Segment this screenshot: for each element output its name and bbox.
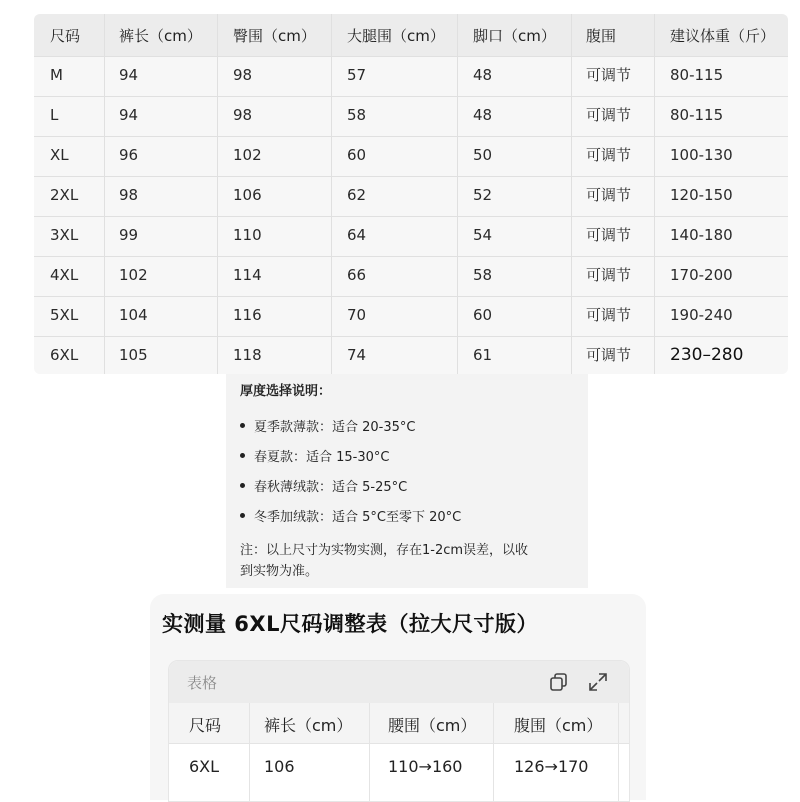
table-cell: 98 bbox=[233, 106, 253, 124]
table-cell: 170-200 bbox=[670, 266, 733, 284]
adjust-table-toolbar bbox=[169, 661, 629, 703]
copy-icon[interactable] bbox=[548, 671, 570, 693]
table-cell: 60 bbox=[473, 306, 493, 324]
header-cell: 脚口（cm） bbox=[473, 27, 556, 45]
header-cell: 裤长（cm） bbox=[119, 27, 202, 45]
table-cell: 6XL bbox=[50, 346, 79, 364]
table-cell: 48 bbox=[473, 106, 493, 124]
header-cell: 尺码 bbox=[189, 716, 222, 735]
table-cell: 可调节 bbox=[586, 106, 632, 124]
table-cell: 94 bbox=[119, 66, 139, 84]
thickness-item: 夏季款薄款：适合 20-35°C bbox=[240, 416, 416, 435]
row-divider bbox=[34, 216, 788, 217]
table-cell: 66 bbox=[347, 266, 367, 284]
table-cell: 104 bbox=[119, 306, 148, 324]
column-divider bbox=[331, 14, 332, 374]
table-cell: 60 bbox=[347, 146, 367, 164]
table-cell: 98 bbox=[119, 186, 139, 204]
column-divider bbox=[104, 14, 105, 374]
table-cell: M bbox=[50, 66, 63, 84]
column-divider bbox=[217, 14, 218, 374]
bullet-icon bbox=[240, 483, 245, 488]
column-divider bbox=[493, 703, 494, 801]
row-divider bbox=[34, 176, 788, 177]
table-cell: 2XL bbox=[50, 186, 79, 204]
table-cell: 可调节 bbox=[586, 226, 632, 244]
header-cell: 尺码 bbox=[50, 27, 81, 45]
table-cell: 80-115 bbox=[670, 66, 724, 84]
table-cell: L bbox=[50, 106, 59, 124]
table-cell: 110 bbox=[233, 226, 262, 244]
column-divider bbox=[571, 14, 572, 374]
table-cell: 可调节 bbox=[586, 266, 632, 284]
column-divider bbox=[457, 14, 458, 374]
column-divider bbox=[654, 14, 655, 374]
table-cell: 102 bbox=[119, 266, 148, 284]
table-cell: 98 bbox=[233, 66, 253, 84]
table-cell: 190-240 bbox=[670, 306, 733, 324]
table-cell: 3XL bbox=[50, 226, 79, 244]
row-divider bbox=[34, 336, 788, 337]
table-cell: 48 bbox=[473, 66, 493, 84]
table-label: 表格 bbox=[187, 674, 218, 692]
table-cell: 58 bbox=[347, 106, 367, 124]
table-cell: 62 bbox=[347, 186, 367, 204]
column-divider bbox=[618, 703, 619, 801]
table-cell: 61 bbox=[473, 346, 493, 364]
table-cell: 96 bbox=[119, 146, 139, 164]
table-cell: 74 bbox=[347, 346, 367, 364]
table-cell: 64 bbox=[347, 226, 367, 244]
header-cell: 腰围（cm） bbox=[388, 716, 477, 735]
table-cell: 57 bbox=[347, 66, 367, 84]
table-cell: 52 bbox=[473, 186, 493, 204]
row-divider bbox=[34, 96, 788, 97]
table-cell: 126→170 bbox=[514, 757, 589, 776]
table-cell: 100-130 bbox=[670, 146, 733, 164]
table-cell: 54 bbox=[473, 226, 493, 244]
table-cell: 106 bbox=[233, 186, 262, 204]
table-cell: 4XL bbox=[50, 266, 79, 284]
table-cell: 94 bbox=[119, 106, 139, 124]
header-cell: 腹围 bbox=[586, 27, 617, 45]
expand-icon[interactable] bbox=[587, 671, 609, 693]
table-cell: 230–280 bbox=[670, 345, 744, 365]
header-cell: 腹围（cm） bbox=[514, 716, 603, 735]
header-cell: 臀围（cm） bbox=[233, 27, 316, 45]
table-cell: 110→160 bbox=[388, 757, 463, 776]
thickness-notes bbox=[226, 374, 588, 588]
table-cell: 99 bbox=[119, 226, 139, 244]
row-divider bbox=[34, 136, 788, 137]
adjust-card-title: 实测量 6XL尺码调整表（拉大尺寸版） bbox=[162, 612, 538, 636]
row-divider bbox=[34, 296, 788, 297]
adjust-card bbox=[150, 594, 646, 800]
table-cell: 可调节 bbox=[586, 346, 632, 364]
thickness-item: 春夏款：适合 15-30°C bbox=[240, 446, 390, 465]
table-cell: 5XL bbox=[50, 306, 79, 324]
bullet-icon bbox=[240, 453, 245, 458]
thickness-title: 厚度选择说明： bbox=[240, 384, 332, 399]
table-cell: 70 bbox=[347, 306, 367, 324]
row-divider bbox=[34, 256, 788, 257]
table-cell: 106 bbox=[264, 757, 295, 776]
table-cell: 58 bbox=[473, 266, 493, 284]
table-cell: 可调节 bbox=[586, 306, 632, 324]
table-cell: 可调节 bbox=[586, 146, 632, 164]
measurement-remark: 注：以上尺寸为实物实测，存在1-2cm误差，以收 到实物为准。 bbox=[240, 543, 529, 579]
bullet-icon bbox=[240, 423, 245, 428]
row-divider bbox=[34, 56, 788, 57]
table-cell: XL bbox=[50, 146, 69, 164]
table-cell: 可调节 bbox=[586, 66, 632, 84]
table-cell: 118 bbox=[233, 346, 262, 364]
table-cell: 102 bbox=[233, 146, 262, 164]
table-cell: 114 bbox=[233, 266, 262, 284]
table-cell: 140-180 bbox=[670, 226, 733, 244]
column-divider bbox=[249, 703, 250, 801]
size-table bbox=[34, 14, 788, 374]
table-cell: 50 bbox=[473, 146, 493, 164]
table-cell: 116 bbox=[233, 306, 262, 324]
adjust-table bbox=[168, 660, 630, 802]
bullet-icon bbox=[240, 513, 245, 518]
header-cell: 裤长（cm） bbox=[264, 716, 353, 735]
column-divider bbox=[369, 703, 370, 801]
header-cell: 大腿围（cm） bbox=[347, 27, 445, 45]
thickness-item: 春秋薄绒款：适合 5-25°C bbox=[240, 476, 407, 495]
table-cell: 可调节 bbox=[586, 186, 632, 204]
header-cell: 建议体重（斤） bbox=[670, 27, 776, 45]
table-cell: 120-150 bbox=[670, 186, 733, 204]
thickness-item: 冬季加绒款：适合 5°C至零下 20°C bbox=[240, 506, 461, 525]
table-cell: 105 bbox=[119, 346, 148, 364]
table-cell: 80-115 bbox=[670, 106, 724, 124]
table-cell: 6XL bbox=[189, 757, 220, 776]
